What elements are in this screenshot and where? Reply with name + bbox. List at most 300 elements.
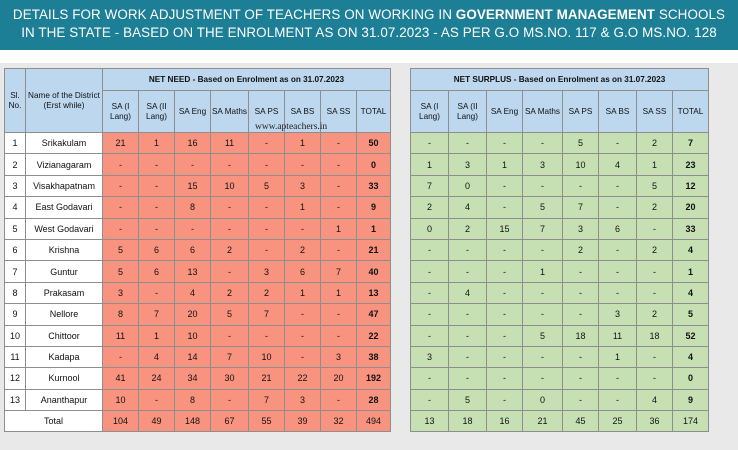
surplus-cell: -: [487, 368, 523, 389]
need-cell: -: [321, 325, 357, 346]
need-table-row: [5, 261, 391, 282]
need-table-row: [5, 175, 391, 196]
surplus-grand-total-cell: 45: [563, 411, 599, 432]
surplus-cell: -: [563, 389, 599, 410]
need-cell: -: [103, 175, 139, 196]
need-cell: -: [321, 389, 357, 410]
need-grand-total-cell: 67: [211, 411, 249, 432]
surplus-cell: -: [449, 325, 487, 346]
surplus-cell: 5: [449, 389, 487, 410]
need-grand-total-cell: 32: [321, 411, 357, 432]
need-cell: 22: [285, 368, 321, 389]
surplus-table-row: [411, 197, 709, 218]
need-cell: 6: [139, 239, 175, 260]
need-cell: 5: [103, 261, 139, 282]
surplus-cell: 1: [523, 261, 563, 282]
surplus-cell: -: [411, 282, 449, 303]
need-cell: -: [249, 197, 285, 218]
surplus-cell: 4: [449, 282, 487, 303]
need-cell: -: [175, 154, 211, 175]
surplus-grand-total-cell: 25: [599, 411, 637, 432]
need-cell: 8: [103, 304, 139, 325]
row-district-name: Guntur: [26, 261, 103, 282]
need-total-cell: 13: [357, 282, 391, 303]
row-sl-no: 6: [5, 239, 26, 260]
row-district-name: Vizianagaram: [26, 154, 103, 175]
surplus-cell: -: [449, 261, 487, 282]
need-subject-header: SA (II Lang): [139, 91, 175, 133]
row-district-name: Visakhapatnam: [26, 175, 103, 196]
need-grand-total-cell: 494: [357, 411, 391, 432]
surplus-cell: -: [487, 133, 523, 154]
surplus-subject-header: SA Eng: [487, 91, 523, 133]
surplus-total-cell: 0: [673, 368, 709, 389]
surplus-subject-header: SA (II Lang): [449, 91, 487, 133]
need-grand-total-cell: 49: [139, 411, 175, 432]
need-cell: -: [103, 154, 139, 175]
need-cell: -: [249, 154, 285, 175]
surplus-cell: -: [599, 368, 637, 389]
surplus-cell: 5: [523, 325, 563, 346]
surplus-cell: 4: [599, 154, 637, 175]
surplus-cell: -: [411, 133, 449, 154]
surplus-cell: 2: [637, 133, 673, 154]
surplus-table-row: [411, 368, 709, 389]
need-table-row: [5, 304, 391, 325]
need-cell: 13: [175, 261, 211, 282]
surplus-cell: 2: [449, 218, 487, 239]
need-cell: -: [321, 239, 357, 260]
surplus-cell: 3: [449, 154, 487, 175]
row-district-name: Nellore: [26, 304, 103, 325]
need-cell: -: [211, 261, 249, 282]
surplus-cell: 3: [411, 346, 449, 367]
need-cell: -: [211, 218, 249, 239]
surplus-cell: 5: [563, 133, 599, 154]
need-cell: 21: [103, 133, 139, 154]
row-sl-no: 5: [5, 218, 26, 239]
need-total-cell: 1: [357, 218, 391, 239]
need-cell: 1: [321, 282, 357, 303]
need-table-row: [5, 346, 391, 367]
net-surplus-table: [410, 68, 709, 432]
surplus-cell: -: [563, 282, 599, 303]
surplus-cell: -: [411, 389, 449, 410]
need-cell: 14: [175, 346, 211, 367]
need-cell: 5: [103, 239, 139, 260]
surplus-cell: -: [599, 282, 637, 303]
surplus-cell: -: [487, 261, 523, 282]
need-cell: 3: [103, 282, 139, 303]
need-cell: -: [249, 325, 285, 346]
need-cell: 10: [249, 346, 285, 367]
surplus-table-row: [411, 304, 709, 325]
row-sl-no: 10: [5, 325, 26, 346]
need-table-row: [5, 154, 391, 175]
surplus-cell: -: [523, 175, 563, 196]
row-sl-no: 7: [5, 261, 26, 282]
need-cell: -: [249, 218, 285, 239]
need-cell: -: [211, 325, 249, 346]
surplus-cell: -: [599, 239, 637, 260]
surplus-total-cell: 1: [673, 261, 709, 282]
need-cell: 7: [139, 304, 175, 325]
surplus-cell: 18: [637, 325, 673, 346]
surplus-cell: 18: [563, 325, 599, 346]
need-table-row: [5, 389, 391, 410]
row-sl-no: 8: [5, 282, 26, 303]
surplus-cell: -: [523, 133, 563, 154]
need-total-cell: 38: [357, 346, 391, 367]
surplus-table-row: [411, 282, 709, 303]
surplus-cell: -: [637, 368, 673, 389]
need-cell: 3: [285, 175, 321, 196]
row-sl-no: 12: [5, 368, 26, 389]
surplus-total-cell: 12: [673, 175, 709, 196]
surplus-total-cell: 20: [673, 197, 709, 218]
surplus-subject-header: SA BS: [599, 91, 637, 133]
need-cell: -: [321, 154, 357, 175]
need-cell: 41: [103, 368, 139, 389]
row-sl-no: 2: [5, 154, 26, 175]
need-cell: -: [139, 389, 175, 410]
surplus-total-cell: 4: [673, 239, 709, 260]
need-cell: -: [249, 239, 285, 260]
need-cell: 11: [211, 133, 249, 154]
need-cell: -: [285, 325, 321, 346]
need-subject-header: SA PS: [249, 91, 285, 133]
surplus-cell: 2: [411, 197, 449, 218]
row-sl-no: 9: [5, 304, 26, 325]
need-cell: 2: [249, 282, 285, 303]
row-district-name: Prakasam: [26, 282, 103, 303]
surplus-cell: -: [487, 304, 523, 325]
surplus-total-cell: 4: [673, 282, 709, 303]
need-cell: 15: [175, 175, 211, 196]
need-cell: 8: [175, 389, 211, 410]
surplus-subject-header: SA SS: [637, 91, 673, 133]
need-cell: 1: [285, 133, 321, 154]
need-cell: -: [211, 389, 249, 410]
need-table-row: [5, 133, 391, 154]
surplus-cell: 1: [411, 154, 449, 175]
need-cell: -: [285, 346, 321, 367]
surplus-table-row: [411, 133, 709, 154]
surplus-cell: -: [563, 261, 599, 282]
need-subject-header: SA (I Lang): [103, 91, 139, 133]
need-cell: -: [285, 218, 321, 239]
surplus-cell: -: [637, 261, 673, 282]
surplus-subject-header: SA (I Lang): [411, 91, 449, 133]
surplus-cell: -: [487, 282, 523, 303]
surplus-cell: 7: [411, 175, 449, 196]
surplus-cell: -: [449, 133, 487, 154]
need-cell: -: [139, 218, 175, 239]
need-cell: -: [249, 133, 285, 154]
surplus-cell: -: [411, 239, 449, 260]
total-label: Total: [5, 411, 103, 432]
watermark-text: www.apteachers.in: [255, 122, 328, 132]
need-cell: 8: [175, 197, 211, 218]
need-table-row: [5, 282, 391, 303]
need-cell: -: [285, 154, 321, 175]
need-total-cell: 47: [357, 304, 391, 325]
surplus-subject-header: SA Maths: [523, 91, 563, 133]
row-district-name: Kadapa: [26, 346, 103, 367]
need-cell: -: [175, 218, 211, 239]
row-district-name: Ananthapur: [26, 389, 103, 410]
surplus-grand-total-cell: 18: [449, 411, 487, 432]
surplus-total-cell: 52: [673, 325, 709, 346]
net-surplus-header: NET SURPLUS - Based on Enrolment as on 31.07.2023: [411, 69, 709, 91]
row-district-name: West Godavari: [26, 218, 103, 239]
surplus-total-cell: 33: [673, 218, 709, 239]
need-total-cell: 21: [357, 239, 391, 260]
surplus-cell: 0: [449, 175, 487, 196]
surplus-cell: -: [487, 175, 523, 196]
surplus-cell: -: [563, 175, 599, 196]
need-cell: -: [321, 133, 357, 154]
need-cell: -: [103, 197, 139, 218]
surplus-cell: 4: [449, 197, 487, 218]
need-cell: 6: [285, 261, 321, 282]
surplus-cell: -: [599, 175, 637, 196]
surplus-cell: 5: [523, 197, 563, 218]
row-sl-no: 11: [5, 346, 26, 367]
need-table-row: [5, 325, 391, 346]
need-cell: 1: [139, 133, 175, 154]
need-total-cell: 9: [357, 197, 391, 218]
surplus-cell: -: [487, 389, 523, 410]
surplus-grand-total-cell: 16: [487, 411, 523, 432]
row-district-name: East Godavari: [26, 197, 103, 218]
surplus-cell: 11: [599, 325, 637, 346]
surplus-table-row: [411, 154, 709, 175]
surplus-cell: -: [523, 304, 563, 325]
surplus-table-row: [411, 325, 709, 346]
surplus-cell: -: [411, 368, 449, 389]
need-cell: -: [321, 304, 357, 325]
need-cell: 2: [285, 239, 321, 260]
surplus-table-row: [411, 175, 709, 196]
need-total-cell: 0: [357, 154, 391, 175]
need-cell: 5: [249, 175, 285, 196]
need-cell: -: [211, 154, 249, 175]
title-bold-text: GOVERNMENT MANAGEMENT: [455, 7, 656, 22]
surplus-cell: 3: [523, 154, 563, 175]
surplus-cell: -: [637, 218, 673, 239]
surplus-cell: -: [449, 346, 487, 367]
need-total-cell: 22: [357, 325, 391, 346]
need-cell: -: [321, 175, 357, 196]
need-cell: 6: [139, 261, 175, 282]
surplus-table-row: [411, 389, 709, 410]
surplus-cell: 1: [487, 154, 523, 175]
need-grand-total-cell: 55: [249, 411, 285, 432]
surplus-cell: 15: [487, 218, 523, 239]
need-total-cell: 28: [357, 389, 391, 410]
row-sl-no: 4: [5, 197, 26, 218]
need-cell: 5: [211, 304, 249, 325]
need-cell: -: [139, 197, 175, 218]
surplus-cell: -: [523, 346, 563, 367]
sl-no-header: Sl. No.: [5, 69, 26, 133]
surplus-cell: 4: [637, 389, 673, 410]
surplus-cell: -: [487, 325, 523, 346]
need-total-cell: 50: [357, 133, 391, 154]
surplus-table-row: [411, 218, 709, 239]
need-total-row: [5, 411, 391, 432]
surplus-cell: -: [599, 389, 637, 410]
surplus-cell: 6: [599, 218, 637, 239]
need-cell: 7: [249, 389, 285, 410]
surplus-grand-total-cell: 21: [523, 411, 563, 432]
surplus-cell: -: [599, 197, 637, 218]
need-cell: 7: [249, 304, 285, 325]
page-title: [8, 6, 730, 42]
need-cell: 1: [285, 197, 321, 218]
need-cell: 4: [175, 282, 211, 303]
surplus-cell: 2: [637, 197, 673, 218]
net-need-table: [4, 68, 391, 432]
need-cell: 7: [211, 346, 249, 367]
need-cell: 34: [175, 368, 211, 389]
surplus-cell: -: [487, 239, 523, 260]
surplus-cell: -: [637, 282, 673, 303]
surplus-cell: 5: [637, 175, 673, 196]
surplus-cell: -: [599, 261, 637, 282]
surplus-cell: 3: [599, 304, 637, 325]
need-subject-header: SA Eng: [175, 91, 211, 133]
surplus-cell: -: [411, 261, 449, 282]
surplus-total-cell: 4: [673, 346, 709, 367]
surplus-cell: -: [523, 368, 563, 389]
surplus-cell: -: [449, 239, 487, 260]
title-banner: [0, 0, 738, 50]
surplus-cell: -: [637, 346, 673, 367]
need-cell: -: [139, 154, 175, 175]
row-district-name: Chittoor: [26, 325, 103, 346]
surplus-table-row: [411, 261, 709, 282]
need-total-cell: 192: [357, 368, 391, 389]
surplus-subject-header: SA PS: [563, 91, 599, 133]
surplus-cell: 2: [637, 304, 673, 325]
need-cell: 16: [175, 133, 211, 154]
surplus-total-cell: 23: [673, 154, 709, 175]
need-cell: 2: [211, 239, 249, 260]
need-cell: -: [139, 175, 175, 196]
row-sl-no: 3: [5, 175, 26, 196]
row-sl-no: 1: [5, 133, 26, 154]
surplus-grand-total-cell: 13: [411, 411, 449, 432]
surplus-cell: -: [563, 368, 599, 389]
surplus-cell: -: [563, 304, 599, 325]
need-table-row: [5, 368, 391, 389]
surplus-cell: -: [411, 304, 449, 325]
surplus-cell: 2: [563, 239, 599, 260]
surplus-total-row: [411, 411, 709, 432]
need-cell: 24: [139, 368, 175, 389]
surplus-cell: -: [487, 197, 523, 218]
row-district-name: Srikakulam: [26, 133, 103, 154]
surplus-cell: -: [411, 325, 449, 346]
row-sl-no: 13: [5, 389, 26, 410]
need-cell: 1: [285, 282, 321, 303]
need-cell: 2: [211, 282, 249, 303]
need-cell: 3: [249, 261, 285, 282]
surplus-cell: 7: [563, 197, 599, 218]
need-cell: 20: [321, 368, 357, 389]
need-cell: 20: [175, 304, 211, 325]
surplus-grand-total-cell: 36: [637, 411, 673, 432]
need-cell: 11: [103, 325, 139, 346]
surplus-cell: -: [523, 239, 563, 260]
surplus-table-row: [411, 346, 709, 367]
surplus-cell: 1: [637, 154, 673, 175]
need-cell: 3: [321, 346, 357, 367]
surplus-grand-total-cell: 174: [673, 411, 709, 432]
need-cell: 3: [285, 389, 321, 410]
row-district-name: Kurnool: [26, 368, 103, 389]
need-subject-header: SA BS: [285, 91, 321, 133]
need-cell: -: [139, 282, 175, 303]
district-header: Name of the District (Erst while): [26, 69, 103, 133]
need-grand-total-cell: 148: [175, 411, 211, 432]
surplus-cell: 10: [563, 154, 599, 175]
need-cell: 21: [249, 368, 285, 389]
surplus-subject-header: TOTAL: [673, 91, 709, 133]
need-grand-total-cell: 104: [103, 411, 139, 432]
need-grand-total-cell: 39: [285, 411, 321, 432]
need-cell: 10: [175, 325, 211, 346]
need-cell: 7: [321, 261, 357, 282]
need-cell: 4: [139, 346, 175, 367]
need-cell: -: [103, 218, 139, 239]
surplus-total-cell: 7: [673, 133, 709, 154]
surplus-cell: 1: [599, 346, 637, 367]
need-table-row: [5, 218, 391, 239]
surplus-total-cell: 5: [673, 304, 709, 325]
need-cell: 10: [211, 175, 249, 196]
need-cell: -: [103, 346, 139, 367]
surplus-cell: 3: [563, 218, 599, 239]
need-cell: 30: [211, 368, 249, 389]
surplus-cell: 2: [637, 239, 673, 260]
title-text: DETAILS FOR WORK ADJUSTMENT OF TEACHERS ON WORKING IN: [12, 7, 456, 22]
surplus-cell: -: [599, 133, 637, 154]
need-table-row: [5, 197, 391, 218]
need-cell: -: [321, 197, 357, 218]
need-cell: 6: [175, 239, 211, 260]
net-need-header: NET NEED - Based on Enrolment as on 31.07.2023: [103, 69, 391, 91]
surplus-cell: 0: [411, 218, 449, 239]
need-total-cell: 33: [357, 175, 391, 196]
surplus-cell: -: [449, 368, 487, 389]
surplus-total-cell: 9: [673, 389, 709, 410]
surplus-cell: 7: [523, 218, 563, 239]
need-cell: 10: [103, 389, 139, 410]
need-total-cell: 40: [357, 261, 391, 282]
surplus-table-row: [411, 239, 709, 260]
need-subject-header: TOTAL: [357, 91, 391, 133]
need-cell: 1: [139, 325, 175, 346]
surplus-cell: 0: [523, 389, 563, 410]
need-cell: -: [285, 304, 321, 325]
need-subject-header: SA Maths: [211, 91, 249, 133]
need-cell: 1: [321, 218, 357, 239]
need-table-row: [5, 239, 391, 260]
need-cell: -: [211, 197, 249, 218]
